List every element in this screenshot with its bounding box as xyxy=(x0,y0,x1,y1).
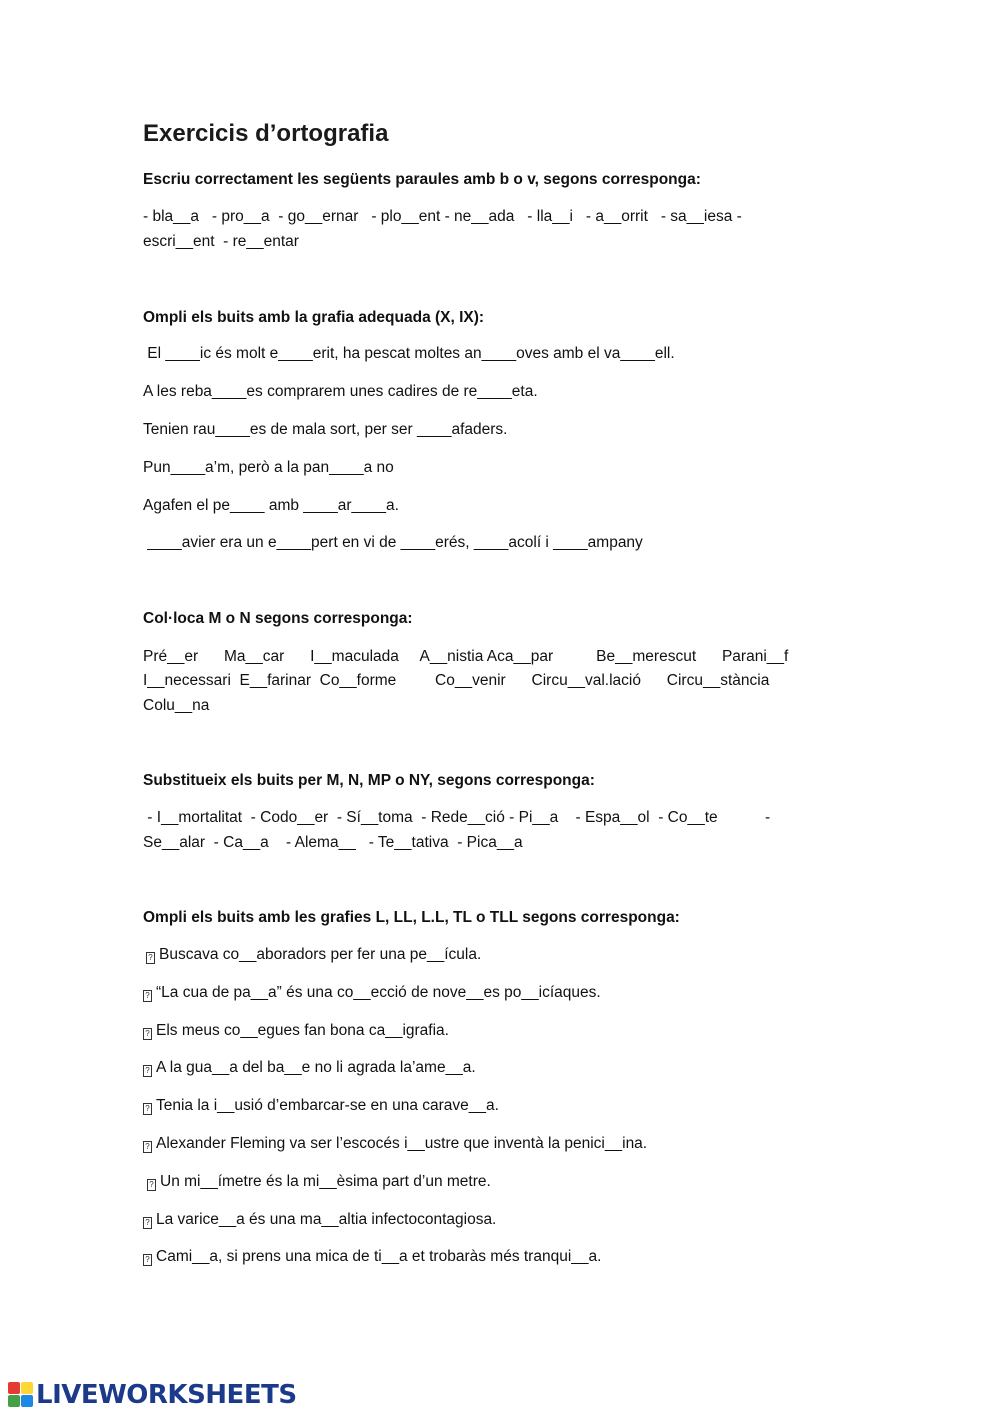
section-heading-m-n-mp-ny: Substitueix els buits per M, N, MP o NY, segons corresponga: xyxy=(143,772,595,789)
section-heading-l-ll: Ompli els buits amb les grafies L, LL, L.L, TL o TLL segons corresponga: xyxy=(143,909,680,926)
section-heading-m-n: Col·loca M o N segons corresponga: xyxy=(143,610,413,627)
exercise-line: ____avier era un e____pert en vi de ____erés, ____acolí i ____ampany xyxy=(143,534,643,551)
exercise-line: Pun____a’m, però a la pan____a no xyxy=(143,459,394,476)
bullet-item xyxy=(143,984,601,1002)
section-heading-x-ix: Ompli els buits amb la grafia adequada (X, IX): xyxy=(143,309,485,326)
bullet-item-text: Els meus co__egues fan bona ca__igrafia. xyxy=(156,1022,449,1039)
bullet-item-text: La varice__a és una ma__altia infectocontagiosa. xyxy=(156,1211,497,1228)
exercise-line: I__necessari E__farinar Co__forme Co__venir Circu__val.lació Circu__stància xyxy=(143,672,770,689)
missing-glyph-icon: ? xyxy=(143,1103,152,1115)
exercise-line: - I__mortalitat - Codo__er - Sí__toma - Rede__ció - Pi__a - Espa__ol - Co__te - xyxy=(143,809,771,826)
liveworksheets-logo[interactable] xyxy=(8,1380,297,1410)
page-title: Exercicis d’ortografia xyxy=(143,120,389,147)
missing-glyph-icon: ? xyxy=(143,1028,152,1040)
missing-glyph-icon: ? xyxy=(147,1179,156,1191)
bullet-item xyxy=(146,946,481,964)
bullet-item-text: A la gua__a del ba__e no li agrada la’ame__a. xyxy=(156,1059,476,1076)
logo-text: LIVEWORKSHEETS xyxy=(36,1380,297,1410)
exercise-line: A les reba____es comprarem unes cadires de re____eta. xyxy=(143,383,538,400)
missing-glyph-icon: ? xyxy=(143,1141,152,1153)
bullet-item xyxy=(143,1135,647,1153)
liveworksheets-logo-icon xyxy=(8,1382,34,1408)
missing-glyph-icon: ? xyxy=(143,1254,152,1266)
exercise-line: Se__alar - Ca__a - Alema__ - Te__tativa - Pica__a xyxy=(143,834,523,851)
bullet-item xyxy=(143,1248,601,1266)
exercise-line: Agafen el pe____ amb ____ar____a. xyxy=(143,497,399,514)
missing-glyph-icon: ? xyxy=(143,1217,152,1229)
missing-glyph-icon: ? xyxy=(143,1065,152,1077)
exercise-line: Tenien rau____es de mala sort, per ser ____afaders. xyxy=(143,421,508,438)
bullet-item-text: “La cua de pa__a” és una co__ecció de nove__es po__icíaques. xyxy=(156,984,601,1001)
bullet-item xyxy=(147,1173,491,1191)
missing-glyph-icon: ? xyxy=(143,990,152,1002)
exercise-line: El ____ic és molt e____erit, ha pescat moltes an____oves amb el va____ell. xyxy=(143,345,675,362)
missing-glyph-icon: ? xyxy=(146,952,155,964)
bullet-item-text: Alexander Fleming va ser l’escocés i__ustre que inventà la penici__ina. xyxy=(156,1135,648,1152)
bullet-item xyxy=(143,1097,499,1115)
bullet-item-text: Tenia la i__usió d’embarcar-se en una carave__a. xyxy=(156,1097,499,1114)
exercise-line: escri__ent - re__entar xyxy=(143,233,299,250)
bullet-item xyxy=(143,1022,449,1040)
exercise-line: - bla__a - pro__a - go__ernar - plo__ent - ne__ada - lla__i - a__orrit - sa__iesa - xyxy=(143,208,742,225)
exercise-line: Colu__na xyxy=(143,697,210,714)
bullet-item-text: Un mi__ímetre és la mi__èsima part d’un metre. xyxy=(160,1173,491,1190)
bullet-item-text: Buscava co__aboradors per fer una pe__ícula. xyxy=(159,946,482,963)
section-heading-b-v: Escriu correctament les següents paraules amb b o v, segons corresponga: xyxy=(143,171,701,188)
bullet-item-text: Cami__a, si prens una mica de ti__a et trobaràs més tranqui__a. xyxy=(156,1248,602,1265)
bullet-item xyxy=(143,1059,476,1077)
bullet-item xyxy=(143,1211,496,1229)
exercise-line: Pré__er Ma__car I__maculada A__nistia Aca__par Be__merescut Parani__f xyxy=(143,648,789,665)
